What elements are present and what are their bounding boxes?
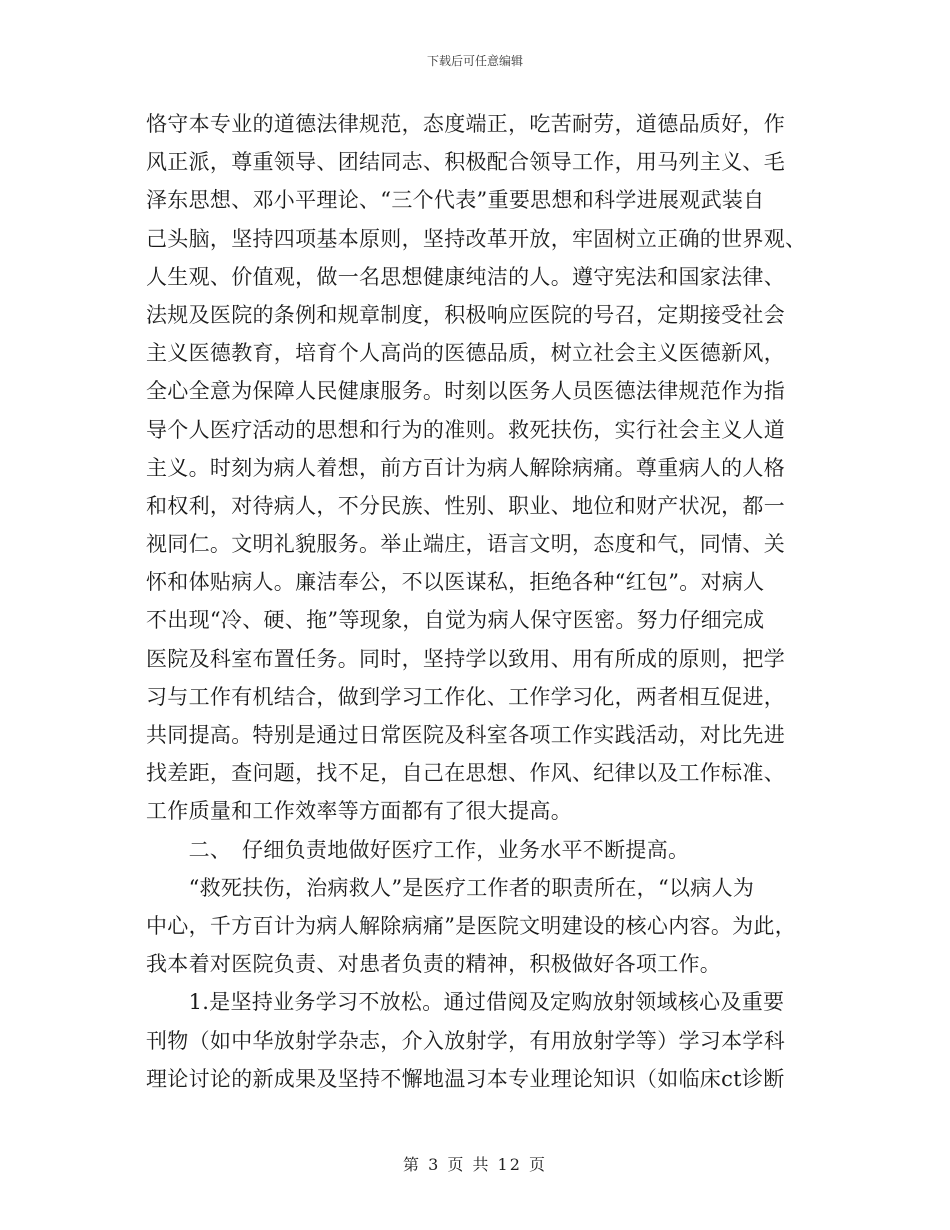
text-line: 泽东思想、邓小平理论、“三个代表”重要思想和科学进展观武装自 [146, 188, 765, 213]
text-line: 恪守本专业的道德法律规范，态度端正，吃苦耐劳，道德品质好，作 [146, 112, 785, 136]
text-line: 和权利，对待病人，不分民族、性别、职业、地位和财产状况，都一 [146, 493, 785, 518]
text-line: 找差距，查问题，找不足，自己在思想、作风、纪律以及工作标准、 [146, 761, 785, 786]
text-line: 法规及医院的条例和规章制度，积极响应医院的号召，定期接受社会 [146, 302, 785, 327]
document-body [146, 105, 806, 1098]
text-line: 怀和体贴病人。廉洁奉公，不以医谋私，拒绝各种“红包”。对病人 [146, 570, 765, 595]
text-line: 人生观、价值观，做一名思想健康纯洁的人。遵守宪法和国家法律、 [146, 264, 785, 289]
text-line: 不出现“冷、硬、拖”等现象，自觉为病人保守医密。努力仔细完成 [146, 608, 765, 633]
text-line: 习与工作有机结合，做到学习工作化、工作学习化，两者相互促进， [146, 684, 785, 709]
text-line: 主义医德教育，培育个人高尚的医德品质，树立社会主义医德新风， [146, 341, 785, 366]
text-line: 己头脑，坚持四项基本原则，坚持改革开放，牢固树立正确的世界观、 [146, 226, 807, 251]
text-line: 理论讨论的新成果及坚持不懈地温习本专业理论知识（如临床ct诊断 [146, 1066, 785, 1091]
text-line: 中心，千方百计为病人解除病痛”是医院文明建设的核心内容。为此， [146, 913, 797, 938]
text-line: 共同提高。特别是通过日常医院及科室各项工作实践活动，对比先进 [146, 723, 785, 747]
text-line: 医院及科室布置任务。同时，坚持学以致用、用有所成的原则，把学 [146, 646, 785, 671]
text-line: 主义。时刻为病人着想，前方百计为病人解除病痛。尊重病人的人格 [146, 455, 785, 480]
text-line: 风正派，尊重领导、团结同志、积极配合领导工作，用马列主义、毛 [146, 150, 785, 175]
text-line: 我本着对医院负责、对患者负责的精神，积极做好各项工作。 [146, 952, 722, 977]
text-line: “救死扶伤，治病救人”是医疗工作者的职责所在，“以病人为 [146, 875, 755, 900]
page-number: 第 3 页 共 12 页 [403, 1155, 547, 1174]
section-heading: 二、 仔细负责地做好医疗工作，业务水平不断提高。 [146, 837, 690, 862]
text-line: 刊物（如中华放射学杂志，介入放射学，有用放射学等）学习本学科 [146, 1028, 785, 1053]
text-line: 全心全意为保障人民健康服务。时刻以医务人员医德法律规范作为指 [146, 379, 785, 404]
text-line: 工作质量和工作效率等方面都有了很大提高。 [146, 799, 572, 824]
text-line: 视同仁。文明礼貌服务。举止端庄，语言文明，态度和气，同情、关 [146, 532, 785, 557]
text-line: 1.是坚持业务学习不放松。通过借阅及定购放射领域核心及重要 [146, 990, 785, 1015]
page-header: 下载后可任意编辑 [426, 54, 523, 68]
text-line: 导个人医疗活动的思想和行为的准则。救死扶伤，实行社会主义人道 [146, 417, 785, 442]
